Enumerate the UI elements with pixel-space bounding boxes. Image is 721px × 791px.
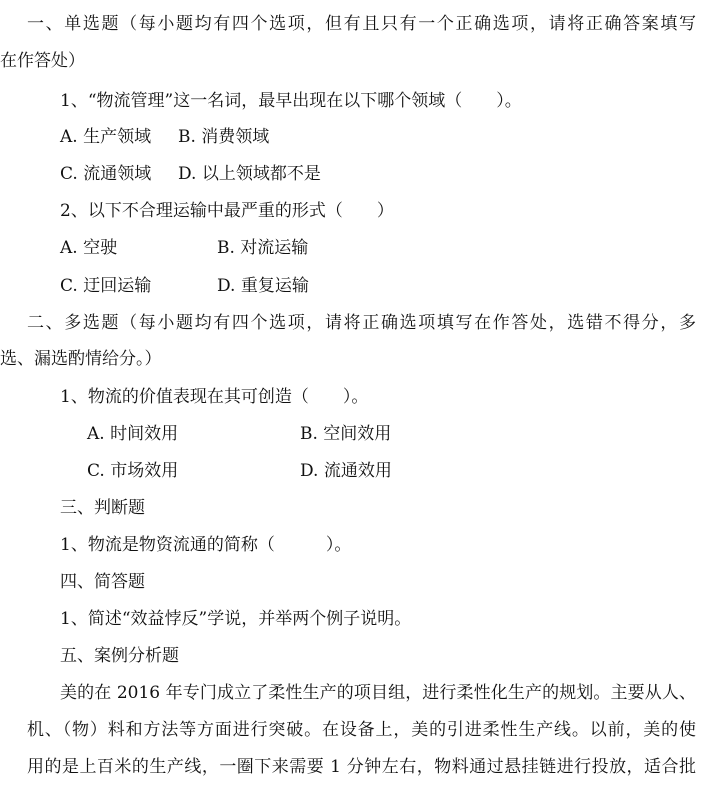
case-paragraph-line3: 用的是上百米的生产线，一圈下来需要 1 分钟左右，物料通过悬挂链进行投放，适合批	[27, 757, 696, 777]
section3-heading: 三、判断题	[60, 498, 145, 518]
s1-q2-option-a: A. 空驶	[60, 238, 118, 258]
s1-q2-option-d: D. 重复运输	[217, 276, 309, 296]
s1-q2-stem: 2、以下不合理运输中最严重的形式（ ）	[60, 201, 394, 221]
s3-q1: 1、物流是物资流通的简称（ ）。	[60, 535, 352, 555]
s1-q1-option-a: A. 生产领域	[60, 127, 152, 147]
section1-heading-line1: 一、单选题（每小题均有四个选项，但有且只有一个正确选项，请将正确答案填写	[27, 14, 696, 34]
s2-q1-stem: 1、物流的价值表现在其可创造（ ）。	[60, 387, 369, 407]
s1-q1-option-b: B. 消费领域	[178, 127, 270, 147]
section5-heading: 五、案例分析题	[60, 646, 179, 666]
s2-q1-option-a: A. 时间效用	[87, 424, 179, 444]
s2-q1-option-c: C. 市场效用	[87, 461, 179, 481]
section4-heading: 四、简答题	[60, 572, 145, 592]
s1-q2-option-c: C. 迂回运输	[60, 276, 152, 296]
section1-heading-line2: 在作答处）	[0, 51, 85, 71]
section2-heading-line2: 选、漏选酌情给分。）	[0, 349, 162, 369]
s2-q1-option-d: D. 流通效用	[300, 461, 392, 481]
section2-heading-line1: 二、多选题（每小题均有四个选项，请将正确选项填写在作答处，选错不得分，多	[27, 313, 696, 333]
s2-q1-option-b: B. 空间效用	[300, 424, 392, 444]
s1-q2-option-b: B. 对流运输	[217, 238, 309, 258]
case-paragraph-line1: 美的在 2016 年专门成立了柔性生产的项目组，进行柔性化生产的规划。主要从人、	[60, 683, 696, 703]
s1-q1-option-d: D. 以上领域都不是	[178, 164, 321, 184]
s1-q1-stem: 1、“物流管理”这一名词，最早出现在以下哪个领域（ ）。	[60, 91, 522, 111]
s4-q1: 1、简述“效益悖反”学说，并举两个例子说明。	[60, 609, 412, 629]
case-paragraph-line2: 机、（物）料和方法等方面进行突破。在设备上，美的引进柔性生产线。以前，美的使	[27, 720, 696, 740]
s1-q1-option-c: C. 流通领域	[60, 164, 152, 184]
